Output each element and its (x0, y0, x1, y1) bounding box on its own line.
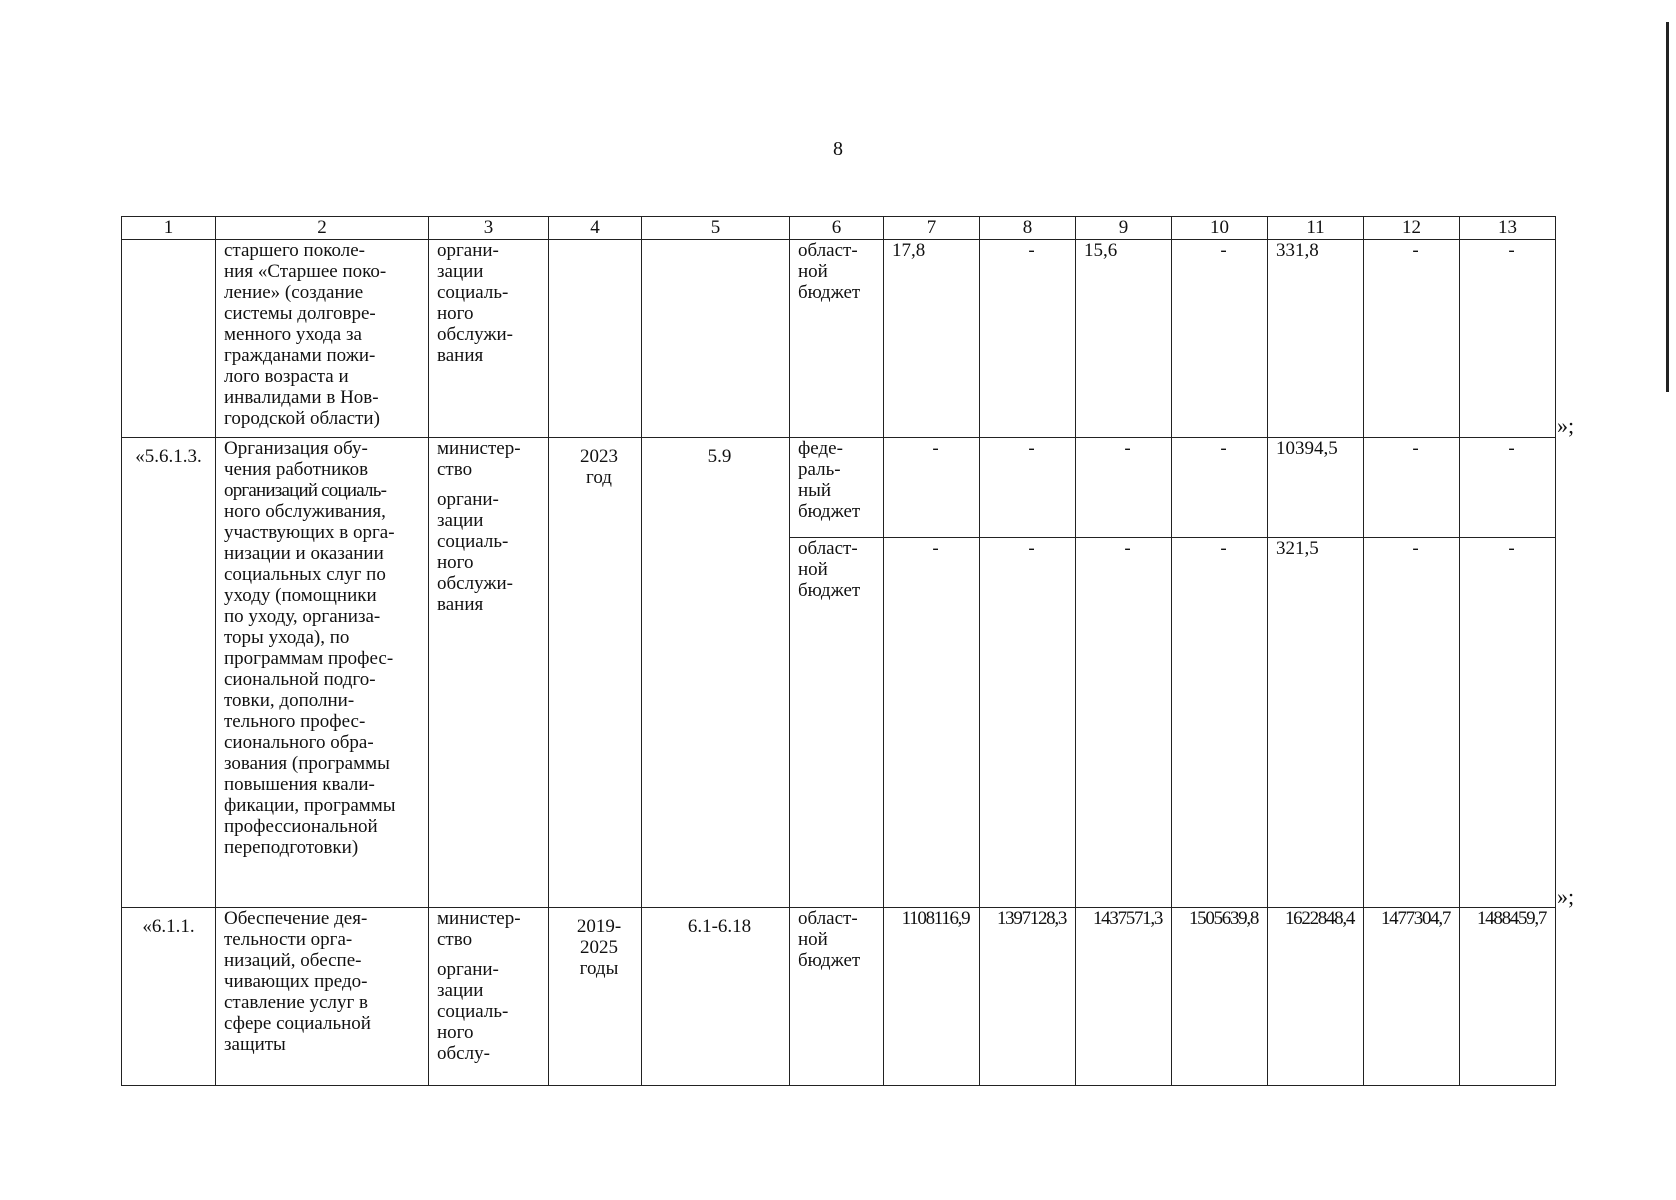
text-line: министер- (437, 438, 521, 459)
text-line: менного ухода за (224, 324, 362, 345)
value-cell: 15,6 (1076, 240, 1172, 438)
value-cell: - (1172, 240, 1268, 438)
text-line: ного (437, 303, 474, 324)
closing-quote-mark: »; (1557, 884, 1575, 909)
text-line: област- (798, 908, 858, 929)
header-cell: 8 (980, 217, 1076, 240)
text-line: ной (798, 559, 828, 580)
indicator-cell: 6.1-6.18 (642, 908, 790, 1086)
value-cell: 331,8 (1268, 240, 1364, 438)
text-line: зования (программы (224, 753, 390, 774)
text-line: системы долговре- (224, 303, 376, 324)
text-line: профессиональной (224, 816, 378, 837)
table-row (122, 438, 1556, 538)
text-line: 2025 (580, 937, 618, 958)
text-line: тельности орга- (224, 929, 353, 950)
text-line: ство (437, 459, 473, 480)
header-cell: 12 (1364, 217, 1460, 240)
value-cell: - (884, 538, 980, 908)
text-line: по уходу, организа- (224, 606, 381, 627)
text-line: феде- (798, 438, 843, 459)
value-cell: - (980, 438, 1076, 538)
text-line: Обеспечение дея- (224, 908, 368, 929)
text-line: обслужи- (437, 324, 513, 345)
value-cell: 1488459,7 (1460, 908, 1556, 1086)
text-line: раль- (798, 459, 841, 480)
text-line: ление» (создание (224, 282, 364, 303)
text-line: бюджет (798, 950, 861, 971)
header-cell: 10 (1172, 217, 1268, 240)
text-line: сиональной подго- (224, 669, 376, 690)
table-row (122, 240, 1556, 438)
measure-name-cell (216, 240, 429, 438)
spacer (437, 480, 548, 489)
header-cell: 7 (884, 217, 980, 240)
value-cell: 17,8 (884, 240, 980, 438)
text-line: чения работников (224, 459, 369, 480)
funding-source-cell (790, 538, 884, 908)
text-line: организаций социаль- (224, 480, 387, 501)
text-line: повышения квали- (224, 774, 375, 795)
text-line: бюджет (798, 580, 861, 601)
header-cell: 9 (1076, 217, 1172, 240)
text-line: вания (437, 345, 484, 366)
text-line: област- (798, 240, 858, 261)
value-cell: - (1172, 438, 1268, 538)
funding-source-cell (790, 438, 884, 538)
text-line: социаль- (437, 1001, 509, 1022)
value-cell: - (1364, 438, 1460, 538)
text-line: ного обслуживания, (224, 501, 386, 522)
text-line: социаль- (437, 282, 509, 303)
text-line: ного (437, 552, 474, 573)
text-line: органи- (437, 489, 499, 510)
text-line: программам профес- (224, 648, 394, 669)
text-line: Организация обу- (224, 438, 368, 459)
text-line: обслужи- (437, 573, 513, 594)
value-cell: - (980, 538, 1076, 908)
text-line: бюджет (798, 282, 861, 303)
text-line: зации (437, 980, 484, 1001)
executor-cell (429, 908, 549, 1086)
measure-name-cell (216, 908, 429, 1086)
header-cell: 6 (790, 217, 884, 240)
text-line: лого возраста и (224, 366, 349, 387)
closing-quote-mark: »; (1557, 413, 1575, 438)
value-cell: 321,5 (1268, 538, 1364, 908)
text-line: ставление услуг в (224, 992, 368, 1013)
text-line: переподготовки) (224, 837, 359, 858)
text-line: низаций, обеспе- (224, 950, 362, 971)
value-cell: - (1076, 438, 1172, 538)
header-cell: 11 (1268, 217, 1364, 240)
text-line: 2023 (580, 446, 618, 467)
value-cell: 1108116,9 (884, 908, 980, 1086)
value-cell: 1437571,3 (1076, 908, 1172, 1086)
value-cell: - (1172, 538, 1268, 908)
period-cell (549, 240, 642, 438)
text-line: низации и оказании (224, 543, 384, 564)
text-line: торы ухода), по (224, 627, 350, 648)
text-line: ной (798, 929, 828, 950)
value-cell: - (1364, 240, 1460, 438)
funding-source-cell (790, 908, 884, 1086)
header-cell: 5 (642, 217, 790, 240)
value-cell: 1477304,7 (1364, 908, 1460, 1086)
indicator-cell: 5.9 (642, 438, 790, 908)
text-line: министер- (437, 908, 521, 929)
table-row (122, 908, 1556, 1086)
period-cell (549, 908, 642, 1086)
text-line: ный (798, 480, 832, 501)
text-line: товки, дополни- (224, 690, 355, 711)
executor-cell (429, 438, 549, 908)
text-line: органи- (437, 240, 499, 261)
value-cell: 10394,5 (1268, 438, 1364, 538)
value-cell: 1397128,3 (980, 908, 1076, 1086)
value-cell: - (1076, 538, 1172, 908)
value-cell: - (980, 240, 1076, 438)
value-cell: - (1460, 438, 1556, 538)
value-cell: - (884, 438, 980, 538)
text-line: тельного профес- (224, 711, 366, 732)
value-cell: 1505639,8 (1172, 908, 1268, 1086)
text-line: област- (798, 538, 858, 559)
text-line: сионального обра- (224, 732, 374, 753)
text-line: социальных слуг по (224, 564, 386, 585)
header-row (122, 217, 1556, 240)
text-line: ния «Старшее поко- (224, 261, 387, 282)
text-line: фикации, программы (224, 795, 396, 816)
header-cell: 2 (216, 217, 429, 240)
code-cell: «6.1.1. (122, 908, 216, 1086)
text-line: защиты (224, 1034, 286, 1055)
text-line: старшего поколе- (224, 240, 365, 261)
measure-name-cell (216, 438, 429, 908)
funding-source-cell (790, 240, 884, 438)
code-cell: «5.6.1.3. (122, 438, 216, 908)
header-cell: 4 (549, 217, 642, 240)
text-line: ной (798, 261, 828, 282)
header-cell: 3 (429, 217, 549, 240)
value-cell: - (1364, 538, 1460, 908)
text-line: инвалидами в Нов- (224, 387, 379, 408)
text-line: зации (437, 261, 484, 282)
spacer (437, 950, 548, 959)
header-cell: 13 (1460, 217, 1556, 240)
text-line: ного (437, 1022, 474, 1043)
value-cell: - (1460, 538, 1556, 908)
period-cell (549, 438, 642, 908)
header-cell: 1 (122, 217, 216, 240)
text-line: обслу- (437, 1043, 490, 1064)
text-line: год (586, 467, 612, 488)
text-line: органи- (437, 959, 499, 980)
code-cell (122, 240, 216, 438)
text-line: сфере социальной (224, 1013, 371, 1034)
text-line: гражданами пожи- (224, 345, 376, 366)
text-line: уходу (помощники (224, 585, 377, 606)
indicator-cell (642, 240, 790, 438)
text-line: участвующих в орга- (224, 522, 395, 543)
value-cell: 1622848,4 (1268, 908, 1364, 1086)
text-line: городской области) (224, 408, 380, 429)
program-table (121, 216, 1556, 1086)
text-line: зации (437, 510, 484, 531)
text-line: вания (437, 594, 484, 615)
text-line: ство (437, 929, 473, 950)
value-cell: - (1460, 240, 1556, 438)
text-line: чивающих предо- (224, 971, 368, 992)
text-line: бюджет (798, 501, 861, 522)
page-number: 8 (833, 138, 843, 160)
scan-edge-line (1666, 22, 1669, 392)
text-line: социаль- (437, 531, 509, 552)
text-line: 2019- (576, 916, 622, 937)
text-line: годы (579, 958, 619, 979)
executor-cell (429, 240, 549, 438)
